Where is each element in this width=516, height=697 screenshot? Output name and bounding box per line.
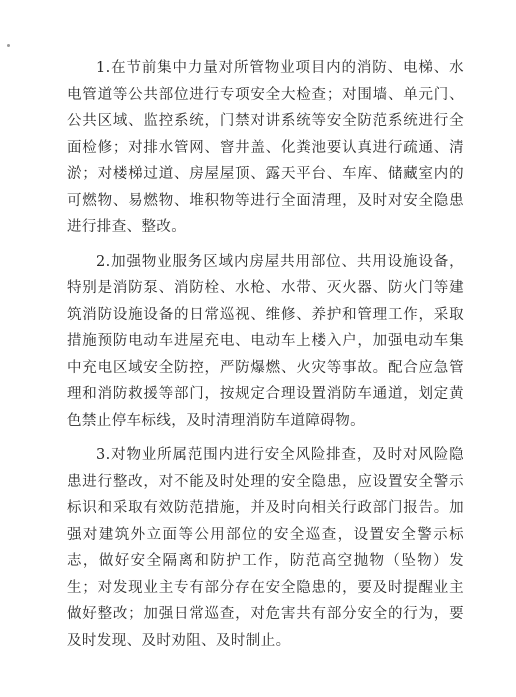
paragraph-2: 2.加强物业服务区域内房屋共用部位、共用设施设备，特别是消防泵、消防栓、水枪、水带、灭火器、防火门等建筑消防设施设备的日常巡视、维修、养护和管理工作，采取措施预防电动车进屋充电、电动车上楼入户，加强电动车集中充电区域安全防控，严防爆燃、火灾等事故。配合应急管理和消防救援等部门，按规定合理设置消防车通道，划定黄色禁止停车标线，及时清理消防车道障碍物。: [67, 253, 464, 429]
paragraph-3: 3.对物业所属范围内进行安全风险排查，及时对风险隐患进行整改，对不能及时处理的安全隐患，应设置安全警示标识和采取有效防范措施，并及时向相关行政部门报告。加强对建筑外立面等公用部位的安全巡查，设置安全警示标志，做好安全隔离和防护工作，防范高空抛物（坠物）发生；对发现业主专有部分存在安全隐患的，要及时提醒业主做好整改；加强日常巡查，对危害共有部分安全的行为，要及时发现、及时劝阻、及时制止。: [67, 447, 464, 649]
paragraph-1: 1.在节前集中力量对所管物业项目内的消防、电梯、水电管道等公共部位进行专项安全大检查；对围墙、单元门、公共区域、监控系统，门禁对讲系统等安全防范系统进行全面检修；对排水管网、窨井盖、化粪池要认真进行疏通、清淤；对楼梯过道、房屋屋顶、露天平台、车库、储藏室内的可燃物、易燃物、堆积物等进行全面清理，及时对安全隐患进行排查、整改。: [67, 60, 464, 235]
scan-mark: [7, 44, 10, 47]
